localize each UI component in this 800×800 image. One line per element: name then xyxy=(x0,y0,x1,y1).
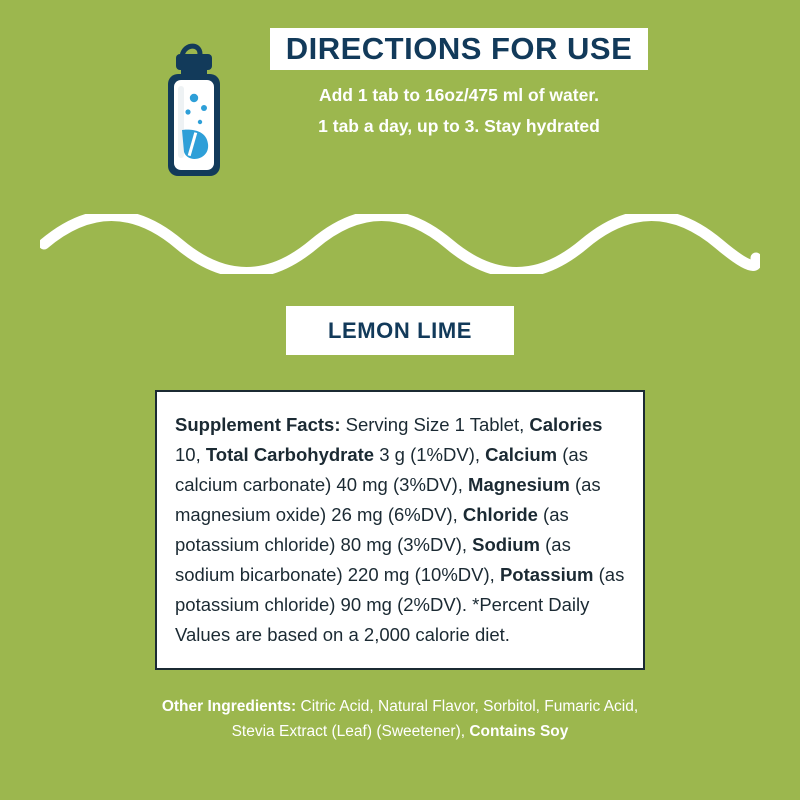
directions-text xyxy=(259,28,659,136)
supplement-facts-text: Supplement Facts: Serving Size 1 Tablet, Calories 10, Total Carbohydrate 3 g (1%DV), Calcium (as calcium carbonate) 40 mg (3%DV), Magnesium (as magnesium oxide) 26 mg (6%DV), Chloride (as potassium chloride) 80 mg (3%DV), Sodium (as sodium bicarbonate) 220 mg (10%DV), Potassium (as potassium chloride) 90 mg (2%DV). *Percent Daily Values are based on a 2,000 calorie diet. xyxy=(175,414,625,645)
directions-line-1: Add 1 tab to 16oz/475 ml of water. xyxy=(318,84,600,105)
supplement-facts-panel xyxy=(155,390,645,670)
water-bottle-icon xyxy=(148,32,244,192)
flavor-section xyxy=(0,306,800,355)
directions-line-2: 1 tab a day, up to 3. Stay hydrated xyxy=(318,116,600,137)
flavor-badge: LEMON LIME xyxy=(286,306,514,355)
wave-divider xyxy=(40,214,760,274)
directions-title: DIRECTIONS FOR USE xyxy=(270,28,649,70)
other-ingredients-text: Other Ingredients: Citric Acid, Natural Flavor, Sorbitol, Fumaric Acid, Stevia Extract (Leaf) (Sweetener), Contains Soy xyxy=(161,697,639,741)
directions-section xyxy=(0,0,800,192)
bottle-illustration xyxy=(141,28,251,192)
